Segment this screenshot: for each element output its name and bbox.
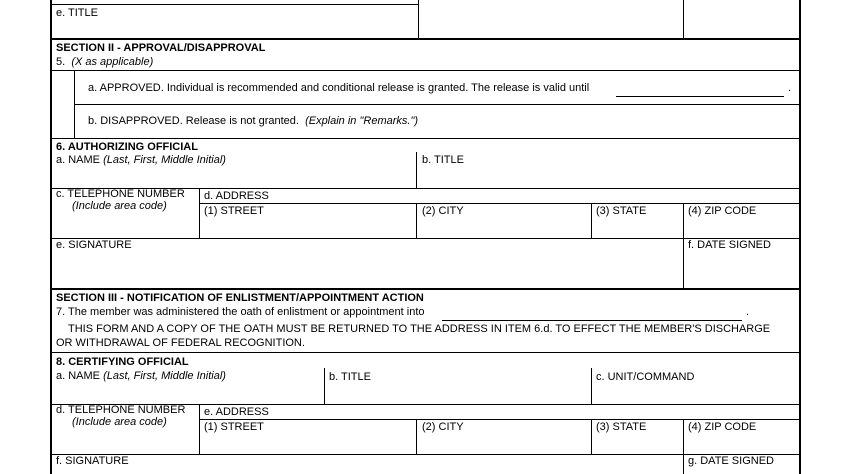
section-3-header: SECTION III - NOTIFICATION OF ENLISTMENT/APPOINTMENT ACTION bbox=[56, 292, 424, 304]
auth-city-field[interactable] bbox=[418, 218, 589, 237]
disapproved-checkbox[interactable] bbox=[52, 106, 73, 137]
col-divider bbox=[683, 203, 684, 238]
cert-zip-field[interactable] bbox=[685, 434, 798, 453]
col-divider bbox=[683, 0, 684, 38]
approved-option-text: a. APPROVED. Individual is recommended and conditional release is granted. The release is valid until bbox=[88, 82, 590, 94]
col-divider bbox=[683, 454, 684, 474]
cert-state-field[interactable] bbox=[593, 434, 681, 453]
cert-zip-label: (4) ZIP CODE bbox=[688, 421, 757, 433]
cert-city-label: (2) CITY bbox=[422, 421, 464, 433]
authorizing-official-header: 6. AUTHORIZING OFFICIAL bbox=[56, 141, 198, 153]
item-7-end-period: . bbox=[746, 306, 750, 318]
item-5-note: (X as applicable) bbox=[71, 56, 154, 68]
auth-phone-field[interactable] bbox=[52, 214, 197, 236]
cert-street-field[interactable] bbox=[201, 434, 414, 453]
certifying-official-header: 8. CERTIFYING OFFICIAL bbox=[56, 356, 189, 368]
cert-unit-label: c. UNIT/COMMAND bbox=[596, 371, 695, 383]
cert-address-label: e. ADDRESS bbox=[204, 406, 269, 418]
row-divider bbox=[74, 104, 801, 105]
auth-zip-field[interactable] bbox=[685, 218, 798, 237]
cert-name-label-text: a. NAME bbox=[56, 370, 101, 382]
auth-state-field[interactable] bbox=[593, 218, 681, 237]
cert-name-field[interactable] bbox=[52, 384, 322, 403]
cert-city-field[interactable] bbox=[418, 434, 589, 453]
auth-street-label: (1) STREET bbox=[204, 205, 264, 217]
col-divider bbox=[418, 0, 419, 38]
cert-unit-field[interactable] bbox=[593, 384, 798, 403]
valid-until-line[interactable] bbox=[616, 96, 784, 97]
auth-signature-label: e. SIGNATURE bbox=[56, 239, 132, 251]
auth-date-field[interactable] bbox=[685, 253, 798, 286]
form-right-border bbox=[799, 0, 801, 474]
auth-phone-note: (Include area code) bbox=[72, 200, 167, 212]
auth-name-note: (Last, First, Middle Initial) bbox=[103, 154, 226, 166]
row-divider bbox=[50, 70, 801, 71]
row-divider bbox=[50, 138, 801, 139]
cert-phone-note: (Include area code) bbox=[72, 416, 167, 428]
section-divider bbox=[50, 38, 801, 40]
auth-name-label bbox=[56, 154, 226, 166]
col-divider bbox=[591, 419, 592, 454]
col-divider bbox=[683, 238, 684, 288]
col-divider bbox=[416, 419, 417, 454]
col-divider bbox=[683, 419, 684, 454]
release-form bbox=[50, 0, 801, 474]
cert-date-field[interactable] bbox=[685, 467, 798, 474]
item-5-label bbox=[56, 56, 153, 68]
auth-signature-field[interactable] bbox=[52, 253, 681, 286]
auth-title-field[interactable] bbox=[418, 167, 798, 187]
disapproved-label: b. DISAPPROVED. Release is not granted. bbox=[88, 115, 299, 127]
auth-name-label-text: a. NAME bbox=[56, 154, 101, 166]
col-divider bbox=[199, 188, 200, 238]
auth-title-label: b. TITLE bbox=[422, 154, 464, 166]
auth-date-label: f. DATE SIGNED bbox=[688, 239, 771, 251]
auth-zip-label: (4) ZIP CODE bbox=[688, 205, 757, 217]
row-divider bbox=[50, 4, 418, 5]
auth-phone-label: c. TELEPHONE NUMBER bbox=[56, 188, 185, 200]
top-title-label: e. TITLE bbox=[56, 7, 98, 19]
cert-phone-label: d. TELEPHONE NUMBER bbox=[56, 404, 186, 416]
col-divider bbox=[591, 203, 592, 238]
cert-title-field[interactable] bbox=[326, 384, 589, 403]
item-5-number: 5. bbox=[56, 56, 66, 68]
row-divider bbox=[199, 419, 801, 420]
col-divider bbox=[324, 368, 325, 404]
cert-state-label: (3) STATE bbox=[596, 421, 647, 433]
col-divider bbox=[199, 404, 200, 454]
cert-name-label bbox=[56, 370, 226, 382]
cert-name-note: (Last, First, Middle Initial) bbox=[103, 370, 226, 382]
col-divider bbox=[416, 152, 417, 188]
item-7-text: 7. The member was administered the oath of enlistment or appointment into bbox=[56, 306, 425, 318]
auth-state-label: (3) STATE bbox=[596, 205, 647, 217]
oath-component-line[interactable] bbox=[442, 320, 742, 321]
auth-address-label: d. ADDRESS bbox=[204, 190, 269, 202]
cert-date-label: g. DATE SIGNED bbox=[688, 455, 774, 467]
auth-street-field[interactable] bbox=[201, 218, 414, 237]
section-divider bbox=[50, 288, 801, 290]
section-2-header: SECTION II - APPROVAL/DISAPPROVAL bbox=[56, 42, 266, 54]
row-divider bbox=[50, 352, 801, 353]
cert-title-label: b. TITLE bbox=[329, 371, 371, 383]
cert-signature-field[interactable] bbox=[52, 467, 681, 474]
disapproved-note: (Explain in "Remarks.") bbox=[305, 115, 419, 127]
approved-end-period: . bbox=[788, 82, 792, 94]
cert-street-label: (1) STREET bbox=[204, 421, 264, 433]
auth-city-label: (2) CITY bbox=[422, 205, 464, 217]
instruction-line-1: THIS FORM AND A COPY OF THE OATH MUST BE RETURNED TO THE ADDRESS IN ITEM 6.d. TO EFFECT THE MEMBER'S DISCHARGE bbox=[68, 323, 771, 335]
top-title-field[interactable] bbox=[52, 20, 416, 36]
auth-name-field[interactable] bbox=[52, 167, 414, 187]
approved-checkbox[interactable] bbox=[52, 72, 73, 103]
col-divider bbox=[416, 203, 417, 238]
cert-phone-field[interactable] bbox=[52, 430, 197, 452]
disapproved-option-text bbox=[88, 115, 418, 127]
cert-signature-label: f. SIGNATURE bbox=[56, 455, 129, 467]
col-divider bbox=[591, 368, 592, 404]
instruction-line-2: OR WITHDRAWAL OF FEDERAL RECOGNITION. bbox=[56, 337, 305, 349]
row-divider bbox=[199, 203, 801, 204]
